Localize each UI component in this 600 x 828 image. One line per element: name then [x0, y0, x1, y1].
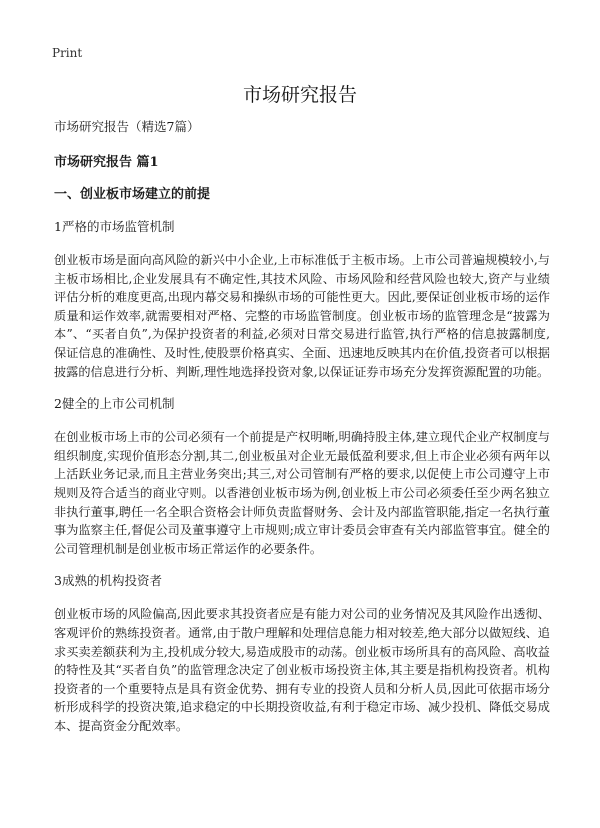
subsection-heading-2: 2健全的上市公司机制: [54, 396, 175, 412]
subsection-heading-1: 1严格的市场监管机制: [54, 219, 175, 234]
section-heading: 一、创业板市场建立的前提: [54, 187, 211, 202]
document-subtitle: 市场研究报告（精选7篇）: [54, 119, 200, 134]
document-body: [54, 118, 550, 749]
paragraph-2: 在创业板市场上市的公司必须有一个前提是产权明晰,明确持股主体,建立现代企业产权制度与组织制度,实现价值形态分割,其二,创业板虽对企业无最低盈利要求,但上市企业必须有两年以上活跃业务记录,而且主营业务突出;其三,对公司管制有严格的要求,以促使上市公司遵守上市规则及符合适当的商业守则。以香港创业板市场为例,创业板上市公司必须委任至少两名独立非执行董事,聘任一名全职合资格会计师负责监督财务、会计及内部监管职能,指定一名执行董事为监察主任,督促公司及董事遵守上市规则;成立审计委员会审查有关内部监管事宜。健全的公司管理机制是创业板市场正常运作的必要条件。: [54, 430, 550, 556]
document-title: 市场研究报告: [242, 84, 357, 106]
article-heading: 市场研究报告 篇1: [54, 155, 159, 170]
paragraph-3: 创业板市场的风险偏高,因此要求其投资者应是有能力对公司的业务情况及其风险作出透彻、客观评价的熟练投资者。通常,由于散户理解和处理信息能力相对较差,绝大部分以做短线、追求买卖差额获利为主,投机成分较大,易造成股市的动荡。创业板市场所具有的高风险、高收益的特性及其“买者自负”的监管理念决定了创业板市场投资主体,其主要是指机构投资者。机构投资者的一个重要特点是具有资金优势、拥有专业的投资人员和分析人员,因此可依据市场分析形成科学的投资决策,追求稳定的中长期投资收益,有利于稳定市场、减少投机、降低交易成本、提高资金分配效率。: [54, 607, 550, 733]
print-label[interactable]: Print: [52, 46, 83, 60]
subsection-heading-3: 3成熟的机构投资者: [54, 573, 162, 589]
paragraph-1: 创业板市场是面向高风险的新兴中小企业,上市标准低于主板市场。上市公司普遍规模较小,与主板市场相比,企业发展具有不确定性,其技术风险、市场风险和经营风险也较大,资产与业绩评估分析的难度更高,出现内幕交易和操纵市场的可能性更大。因此,要保证创业板市场的运作质量和运作效率,就需要相对严格、完整的市场监管制度。创业板市场的监管理念是“披露为本”、“买者自负”,为保护投资者的利益,必须对日常交易进行监管,执行严格的信息披露制度,保证信息的准确性、及时性,使股票价格真实、全面、迅速地反映其内在价值,投资者可以根据披露的信息进行分析、判断,理性地选择投资对象,以保证证券市场充分发挥资源配置的功能。: [54, 253, 550, 379]
